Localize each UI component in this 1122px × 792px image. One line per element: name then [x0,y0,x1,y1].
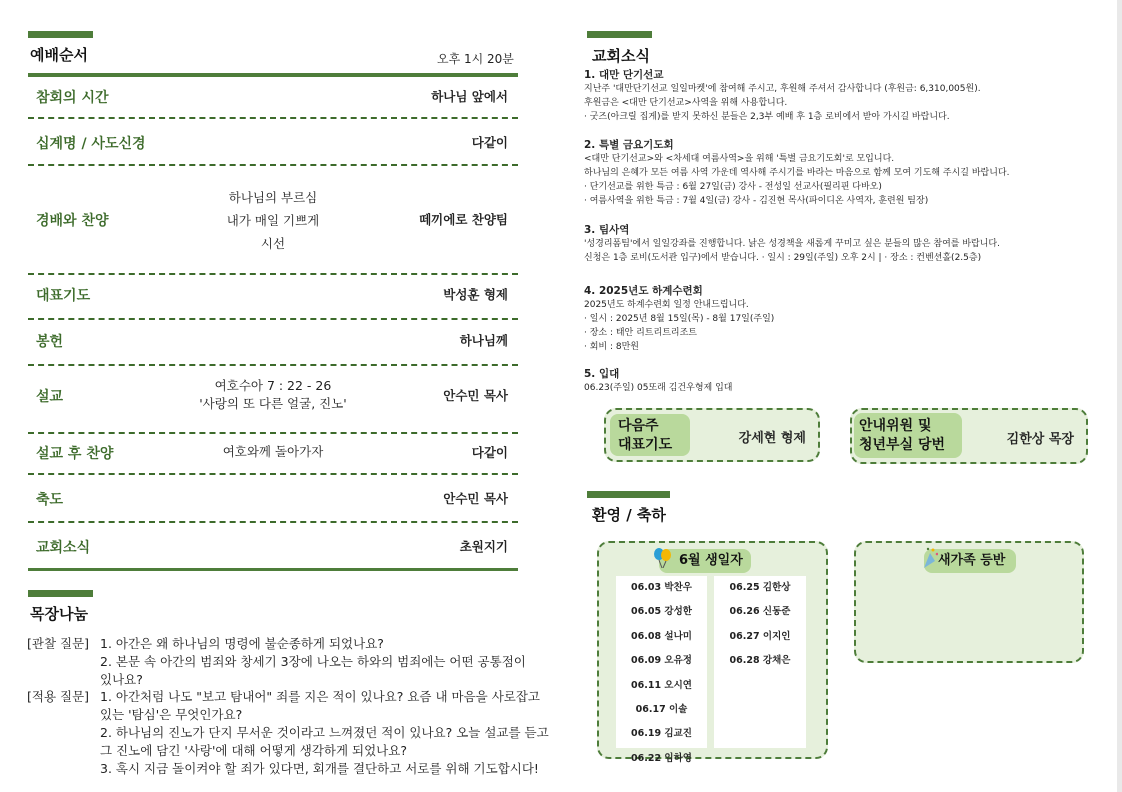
news-item [584,68,1084,124]
divider [28,364,518,366]
news-item [584,223,1084,265]
sermon-title: '사랑의 또 다른 얼굴, 진노' [199,396,347,411]
question-line: 3. 혹시 지금 돌이켜야 할 죄가 있다면, 회개를 결단하고 서로를 위해 기도합시다! [100,761,539,776]
worship-row [28,186,518,256]
usher-name: 김한상 목장 [1006,432,1074,447]
news-line: · 굿즈(아크릴 집게)를 받지 못하신 분들은 2,3부 예배 후 1층 로비에서 받아 가시길 바랍니다. [584,112,950,122]
usher-box [850,408,1088,464]
news-line: <대만 단기선교>와 <차세대 여름사역>을 위해 '특별 금요기도회'로 모입니다. [584,154,895,164]
application-questions [100,688,550,778]
worship-row [28,489,518,509]
divider [28,273,518,275]
label-line: 대표기도 [618,437,673,453]
row-songs [188,186,358,255]
row-label: 대표기도 [36,288,91,304]
application-tag: [적용 질문] [27,689,90,704]
list-item: 06.22 임하영 [631,752,692,764]
new-family-box [854,541,1084,663]
news-title: 교회소식 [592,47,650,65]
row-leader: 다같이 [471,445,508,460]
section-accent-bar [28,590,93,597]
news-line: '성경리폼팀'에서 일일강좌를 진행합니다. 낡은 성경책을 새롭게 꾸미고 싶은 분들의 많은 참여를 바랍니다. [584,239,1000,249]
balloon-icon [653,546,673,568]
song-title: 시선 [260,236,286,251]
news-line: · 일시 : 2025년 8월 15일(목) - 8월 17일(주일) [584,314,775,324]
section-accent-bar [587,31,652,38]
list-item: 06.03 박찬우 [631,582,692,593]
section-accent-bar [587,491,670,498]
divider [28,473,518,475]
worship-row [28,443,518,463]
list-item: 06.09 오유정 [631,655,692,667]
news-line: · 장소 : 태안 리트리트리조트 [584,328,697,338]
row-leader: 안수민 목사 [443,388,508,403]
row-label: 봉헌 [36,334,64,350]
song-title: 하나님의 부르심 [228,190,318,205]
new-family-title: 새가족 등반 [938,553,1006,568]
news-line: 06.23(주일) 05또래 김건우형제 입대 [584,383,733,393]
row-sermon [188,377,358,413]
list-item: 06.28 강채은 [729,655,791,667]
question-line: 1. 아간은 왜 하나님의 명령에 불순종하게 되었나요? [100,636,384,651]
list-item: 06.17 이솔 [635,703,688,715]
news-line: 지난주 '대만단기선교 일일마켓'에 참여해 주시고, 후원해 주셔서 감사합니다 (후원금: 6,310,005원). [584,84,981,94]
song-title: 내가 매일 기쁘게 [226,213,320,228]
worship-row [28,377,518,423]
question-line: 1. 아간처럼 나도 "보고 탐내어" 죄를 지은 적이 있나요? 요즘 내 마음을 사로잡고 [100,689,540,704]
label-line: 청년부실 당번 [859,437,946,453]
row-song: 여호와께 돌아가자 [222,444,324,459]
list-item: 06.26 신동준 [729,606,791,618]
label-line: 다음주 [618,418,659,434]
observation-tag: [관찰 질문] [27,636,90,651]
row-leader: 하나님 앞에서 [431,89,508,104]
question-line: 2. 본문 속 아간의 범죄와 창세기 3장에 나오는 하와의 범죄에는 어떤 공통점이 [100,654,526,669]
welcome-title: 환영 / 축하 [592,506,666,524]
news-item [584,138,1084,208]
party-popper-icon [922,547,938,569]
observation-questions [100,635,550,689]
row-label: 경배와 찬양 [36,213,109,229]
worship-row [28,331,518,351]
question-line: 있는 '탐심'은 무엇인가요? [100,707,243,722]
row-label: 설교 후 찬양 [36,446,114,462]
row-leader: 안수민 목사 [443,491,508,506]
birthday-box [597,541,828,764]
row-label: 설교 [36,389,64,405]
row-leader: 다같이 [471,135,508,150]
worship-row [28,537,518,557]
row-leader: 하나님께 [459,333,508,348]
new-family-title-pill [924,549,1016,573]
news-line: · 회비 : 8만원 [584,342,639,352]
worship-row [28,87,518,107]
next-prayer-name: 강세현 형제 [738,431,806,446]
birthday-list-left [616,576,707,764]
news-line: 2025년도 하계수련회 일정 안내드립니다. [584,300,749,310]
birthday-title: 6월 생일자 [679,553,743,568]
news-line: 하나님의 은혜가 모든 여름 사역 가운데 역사해 주시기를 바라는 마음으로 함께 모여 기도해 주시길 바랍니다. [584,168,1010,178]
birthday-list-right [714,576,806,748]
question-line: 그 진노에 담긴 '사랑'에 대해 어떻게 생각하게 되었나요? [100,743,407,758]
row-label: 참회의 시간 [36,90,109,106]
news-line: 신청은 1층 로비(도서관 입구)에서 받습니다. · 일시 : 29일(주일) 오후 2시 | · 장소 : 컨벤션홀(2.5층) [584,253,982,263]
header-rule [28,73,518,77]
footer-rule [28,568,518,571]
divider [28,117,518,119]
worship-title: 예배순서 [30,46,88,64]
news-item-title: 4. 2025년도 하계수련회 [584,285,703,297]
list-item: 06.27 이지인 [729,630,791,642]
worship-time: 오후 1시 20분 [437,52,514,66]
divider [28,318,518,320]
next-prayer-label [610,414,690,456]
list-item: 06.08 설나미 [631,630,692,642]
question-line: 있나요? [100,672,143,687]
list-item: 06.25 김한상 [729,582,791,593]
sermon-scripture: 여호수아 7 : 22 - 26 [214,378,332,393]
label-line: 안내위원 및 [859,418,932,434]
news-line: 후원금은 <대만 단기선교>사역을 위해 사용합니다. [584,98,788,108]
divider [28,164,518,166]
worship-row [28,133,518,153]
news-item-title: 1. 대만 단기선교 [584,69,664,81]
page-edge [1117,0,1122,792]
news-line: · 여름사역을 위한 특금 : 7월 4일(금) 강사 - 김진현 목사(파이디온 사역자, 훈련원 팀장) [584,196,929,206]
next-prayer-box [604,408,820,462]
news-item-title: 2. 특별 금요기도회 [584,139,674,151]
row-label: 교회소식 [36,540,91,556]
divider [28,521,518,523]
worship-row [28,285,518,305]
divider [28,432,518,434]
row-leader: 박성훈 형제 [443,287,508,302]
row-label: 축도 [36,492,64,508]
news-item [584,367,1084,395]
news-line: · 단기선교를 위한 특금 : 6월 27일(금) 강사 - 전성일 선교사(필리핀 다바오) [584,182,882,192]
news-item-title: 5. 입대 [584,368,620,380]
list-item: 06.05 강성한 [631,606,692,618]
news-item-title: 3. 팀사역 [584,224,630,236]
list-item: 06.19 김교진 [631,728,692,740]
news-item [584,284,1084,354]
row-leader: 떼끼에로 찬양팀 [419,212,508,227]
row-label: 십계명 / 사도신경 [36,136,146,152]
section-accent-bar [28,31,93,38]
birthday-title-pill [659,549,751,573]
question-line: 2. 하나님의 진노가 단지 무서운 것이라고 느껴졌던 적이 있나요? 오늘 설교를 듣고 [100,725,549,740]
row-leader: 초원지기 [459,539,508,554]
list-item: 06.11 오시연 [631,679,692,691]
small-group-title: 목장나눔 [30,605,88,623]
usher-label [854,413,962,458]
